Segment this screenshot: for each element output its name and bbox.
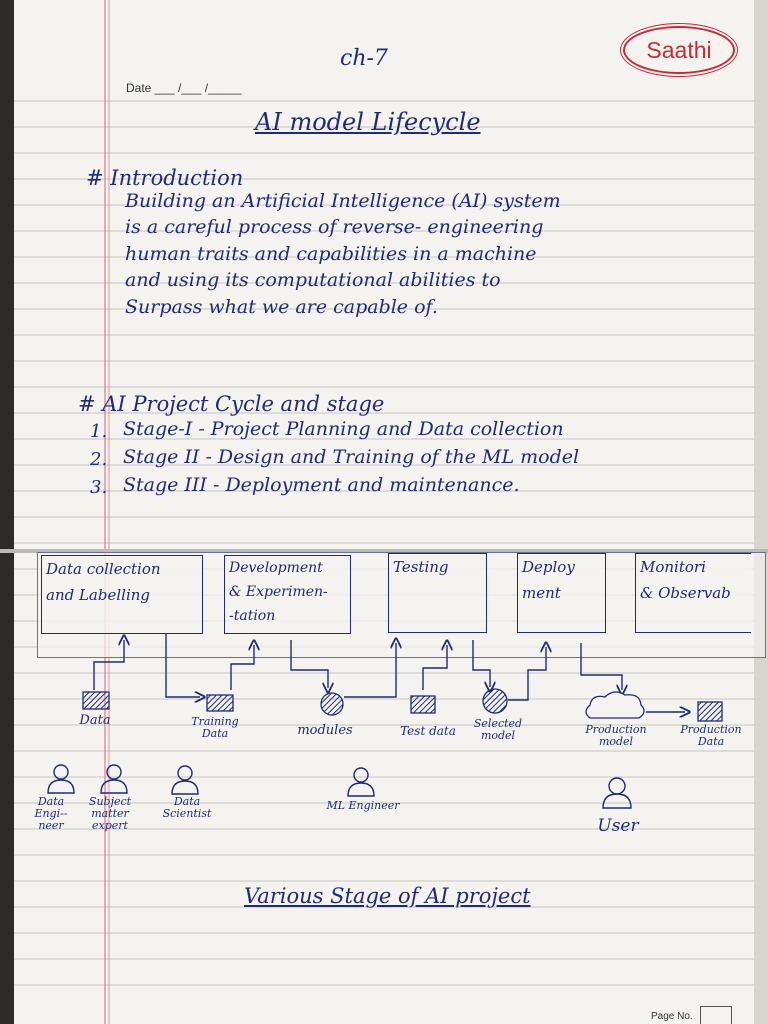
production-data-icon [698,702,722,721]
arrow-modules-to-testing [344,643,396,697]
phase-label: Data collection [46,560,161,578]
arrow-data-to-collection [94,640,124,690]
page-title: AI model Lifecycle [255,108,481,136]
ml-engineer-icon [348,768,374,796]
page-number-label: Page No. [651,1011,693,1022]
intro-line: Surpass what we are capable of. [125,296,438,318]
role-label-ml-engineer: ML Engineer [326,799,400,812]
data-scientist-icon [172,766,198,794]
phase-label: -tation [229,608,276,624]
date-field: Date ___ /___ /_____ [126,81,242,95]
stage-item: Stage III - Deployment and maintenance. [123,474,520,496]
artifact-label-test-data: Test data [400,724,456,738]
arrow-testing-to-selected [473,640,490,687]
introduction-heading: # Introduction [86,166,244,190]
test-data-icon [411,696,435,713]
artifact-label-data: Data [79,713,111,728]
production-model-cloud-icon [586,692,644,718]
training-data-icon [207,695,233,711]
intro-line: is a careful process of reverse- engineering [125,216,544,238]
artifact-label-production-data: Production Data [680,723,742,748]
subject-matter-expert-icon [101,765,127,793]
arrow-deployment-to-production [581,643,622,690]
modules-icon [321,693,343,715]
arrow-development-to-modules [291,640,328,688]
phase-label: Deploy [522,558,575,576]
project-cycle-heading: # AI Project Cycle and stage [78,392,385,416]
stage-number: 1. [90,421,108,442]
brand-logo: Saathi [623,26,735,74]
data-icon [83,692,109,709]
arrow-testdata-to-testing [423,645,447,690]
intro-line: Building an Artificial Intelligence (AI) system [125,190,561,212]
phase-label: & Observab [640,584,731,602]
artifact-label-modules: modules [297,723,353,738]
phase-label: Development [229,560,323,576]
role-label-subject-matter-expert: Subject matter expert [88,795,132,832]
phase-label: and Labelling [46,586,151,604]
stage-item: Stage II - Design and Training of the ML model [123,446,580,468]
artifact-label-training-data: Training Data [191,715,239,740]
stage-number: 2. [90,449,108,470]
arrow-selected-to-deployment [508,647,546,700]
user-icon [603,778,631,808]
intro-line: and using its computational abilities to [125,269,501,291]
stage-item: Stage-I - Project Planning and Data collection [123,418,564,440]
selected-model-icon [483,689,507,713]
diagram-caption: Various Stage of AI project [244,884,531,908]
role-label-user: User [597,816,639,836]
role-label-data-scientist: Data Scientist [162,795,212,820]
data-engineer-icon [48,765,74,793]
phase-label: & Experimen- [229,584,328,600]
page-number-box [700,1006,732,1024]
intro-line: human traits and capabilities in a machine [125,243,537,265]
artifact-label-selected-model: Selected model [473,717,523,742]
phase-label: ment [522,584,561,602]
arrow-training-to-development [231,645,254,690]
phase-label: Testing [393,558,449,576]
arrow-collection-to-training [166,633,200,697]
artifact-label-production-model: Production model [585,723,647,748]
phase-label: Monitori [640,558,706,576]
stage-number: 3. [90,477,108,498]
role-label-data-engineer: Data Engi--neer [34,795,68,832]
chapter-label: ch-7 [340,46,388,71]
